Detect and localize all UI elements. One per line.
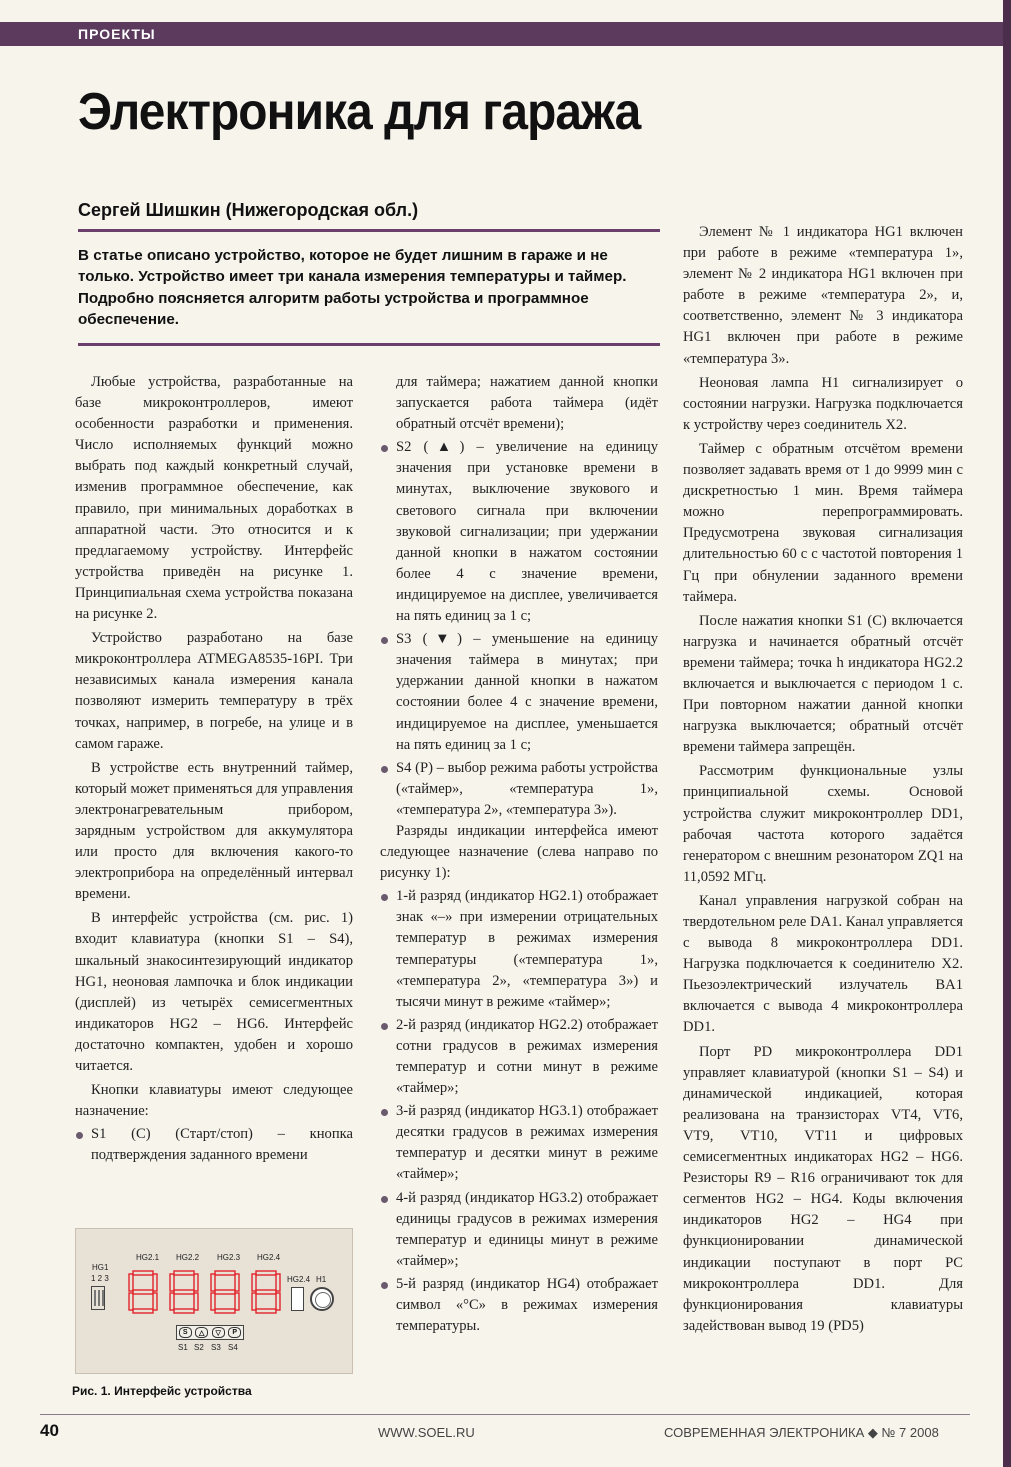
hg21-label: HG2.1 xyxy=(136,1253,160,1262)
segment xyxy=(276,1274,280,1291)
section-label: ПРОЕКТЫ xyxy=(78,26,156,42)
segment xyxy=(174,1271,194,1275)
segment xyxy=(211,1293,215,1310)
page-edge-strip xyxy=(1003,0,1011,1467)
key-list xyxy=(75,1124,353,1166)
list-item: 5-й разряд (индикатор HG4) отображает символ «°С» в режимах измерения температуры. xyxy=(380,1274,658,1337)
top-divider xyxy=(78,229,660,232)
paragraph: Элемент № 1 индикатора HG1 включен при работе в режиме «температура 1», элемент № 2 индикатора HG1 включен при работе в режиме «температура 2», и, соответственно, элемент № 3 индикатора HG1 включен при работе в режиме «температура 3». xyxy=(683,224,963,367)
paragraph: Разряды индикации интерфейса имеют следующее назначение (слева направо по рисунку 1): xyxy=(380,822,658,882)
s1-label: S1 xyxy=(178,1343,188,1352)
s4-label: S4 xyxy=(228,1343,238,1352)
hg24-small-label: HG2.4 xyxy=(287,1275,311,1284)
segment xyxy=(133,1290,153,1294)
hg1-indicator xyxy=(91,1286,105,1310)
paragraph: Любые устройства, разработанные на базе микроконтроллеров, имеют особенности разработки и применения. Число исполняемых функций можно выбрать под каждый конкретный случай, изменив программное обеспечение, как правило, при минимальных доработках в аппаратной части. Это относится и к предлагаемому устройству. Интерфейс устройства приведён на рисунке 1. Принципиальная схема устройства показана на рисунке 2. xyxy=(75,374,353,623)
paragraph: В устройстве есть внутренний таймер, который может применяться для управления электронагревательным прибором, зарядным устройством для аккумулятора или просто для включения какого-то электроприбора на определённый интервал времени. xyxy=(75,759,353,903)
hg23-label: HG2.3 xyxy=(217,1253,241,1262)
segment xyxy=(133,1309,153,1313)
abstract-divider xyxy=(78,343,660,346)
segment xyxy=(256,1271,276,1275)
segment xyxy=(153,1274,157,1291)
page-number: 40 xyxy=(40,1421,59,1440)
footer-divider xyxy=(40,1414,970,1415)
hg24-label: HG2.4 xyxy=(257,1253,281,1262)
segment xyxy=(153,1293,157,1310)
paragraph: Канал управления нагрузкой собран на твердотельном реле DA1. Канал управляется с вывода 8 микроконтроллера DD1. Нагрузка подключается к соединителю X2. Пьезоэлектрический излучатель BA1 включается с вывода 4 микроконтроллера DD1. xyxy=(683,892,963,1036)
h1-label: H1 xyxy=(316,1275,327,1284)
list-item: S4 (Р) – выбор режима работы устройства («таймер», «температура 1», «температура 2», «температура 3»). xyxy=(380,758,658,821)
key-s2-up-icon[interactable]: △ xyxy=(195,1327,208,1338)
digit-list xyxy=(380,886,658,1337)
segment xyxy=(194,1293,198,1310)
segment xyxy=(129,1274,133,1291)
key-s4[interactable]: P xyxy=(228,1327,241,1338)
article-abstract: В статье описано устройство, которое не будет лишним в гараже и не только. Устройство имеет три канала измерения температуры и таймер. Подробно поясняется алгоритм работы устройства и программное обеспечение. xyxy=(78,247,627,329)
segment xyxy=(276,1293,280,1310)
neon-lamp-icon xyxy=(310,1287,334,1311)
paragraph: После нажатия кнопки S1 (С) включается нагрузка и начинается обратный отсчёт времени таймера; точка h индикатора HG2.2 включается и выключается с периодом 1 с. При повторном нажатии данной кнопки нагрузка выключается; обратный отсчёт времени таймера запрещён. xyxy=(683,612,963,756)
website-link[interactable]: WWW.SOEL.RU xyxy=(378,1425,475,1440)
list-item: S3 (▼) – уменьшение на единицу значения таймера в минутах; при удержании данной кнопки в нажатом состоянии более 4 с значение времени, индицируемое на дисплее, уменьшается на пять единиц за 1 с; xyxy=(380,629,658,756)
figure-caption: Рис. 1. Интерфейс устройства xyxy=(72,1384,252,1398)
segment xyxy=(215,1290,235,1294)
segment xyxy=(211,1274,215,1291)
text-column-2 xyxy=(380,372,658,1337)
section-bar xyxy=(0,22,1011,46)
keypad xyxy=(176,1325,244,1340)
journal-issue: СОВРЕМЕННАЯ ЭЛЕКТРОНИКА ◆ № 7 2008 xyxy=(664,1425,939,1440)
seven-segment-digit xyxy=(128,1269,158,1315)
list-item: 2-й разряд (индикатор HG2.2) отображает сотни градусов в режимах измерения температур и сотни минут в режиме «таймер»; xyxy=(380,1015,658,1099)
hg1-elements-label: 1 2 3 xyxy=(91,1274,109,1283)
seven-segment-digit xyxy=(251,1269,281,1315)
article-author: Сергей Шишкин (Нижегородская обл.) xyxy=(78,200,419,220)
text-column-3 xyxy=(683,222,963,1337)
segment xyxy=(174,1290,194,1294)
paragraph: Неоновая лампа H1 сигнализирует о состоянии нагрузки. Нагрузка подключается к устройству через соединитель X2. xyxy=(683,374,963,433)
list-item: 1-й разряд (индикатор HG2.1) отображает знак «–» при измерении отрицательных температур в режимах измерения температуры («температура 1», «температура 2», «температура 3») и тысячи минут в режиме «таймер»; xyxy=(380,886,658,1013)
segment xyxy=(170,1274,174,1291)
segment xyxy=(252,1274,256,1291)
list-item: 4-й разряд (индикатор HG3.2) отображает единицы градусов в режимах измерения температур и единицы минут в режиме «таймер»; xyxy=(380,1188,658,1272)
segment xyxy=(215,1271,235,1275)
seven-segment-digit xyxy=(210,1269,240,1315)
segment xyxy=(215,1309,235,1313)
paragraph: Устройство разработано на базе микроконтроллера ATMEGA8535-16PI. Три независимых канала измерения канала позволяют измерить температуру в трёх точках, например, в погребе, на улице и в самом гараже. xyxy=(75,630,353,752)
paragraph: Порт PD микроконтроллера DD1 управляет клавиатурой (кнопки S1 – S4) и динамической индикацией, которая реализована на транзисторах VT4, VT6, VT9, VT10, VT11 и цифровых семисегментных индикаторах HG2 – HG6. Резисторы R9 – R16 ограничивают ток для сегментов HG2 – HG4. Коды включения индикаторов HG2 – HG4 при функционировании динамической индикации поступают в порт PC микроконтроллера DD1. Для функционирования клавиатуры задействован вывод 19 (PD5) xyxy=(683,1043,963,1334)
key-s3-down-icon[interactable]: ▽ xyxy=(212,1327,225,1338)
paragraph: Рассмотрим функциональные узлы принципиальной схемы. Основой устройства служит микроконтроллер DD1, рабочая частота которого задаётся генератором с внешним резонатором ZQ1 на 11,0592 МГц. xyxy=(683,763,963,885)
article-title: Электроника для гаража xyxy=(78,83,641,141)
text-column-1 xyxy=(75,372,353,1166)
segment xyxy=(133,1271,153,1275)
segment xyxy=(256,1309,276,1313)
segment xyxy=(194,1274,198,1291)
segment xyxy=(252,1293,256,1310)
segment xyxy=(256,1290,276,1294)
segment xyxy=(170,1293,174,1310)
hg4-degree-indicator xyxy=(291,1287,304,1311)
seven-segment-digit xyxy=(169,1269,199,1315)
s2-label: S2 xyxy=(194,1343,204,1352)
figure-interface xyxy=(75,1228,353,1374)
key-s1[interactable]: S xyxy=(179,1327,192,1338)
segment xyxy=(235,1274,239,1291)
s3-label: S3 xyxy=(211,1343,221,1352)
paragraph: В интерфейс устройства (см. рис. 1) входит клавиатура (кнопки S1 – S4), шкальный знакосинтезирующий индикатор HG1, неоновая лампочка и блок индикации (дисплей) из четырёх семисегментных индикаторов HG2 – HG6. Интерфейс достаточно компактен, удобен и хорошо читается. xyxy=(75,910,353,1074)
list-item: 3-й разряд (индикатор HG3.1) отображает десятки градусов в режимах измерения температур и десятки минут в режиме «таймер»; xyxy=(380,1101,658,1185)
paragraph: Кнопки клавиатуры имеют следующее назначение: xyxy=(75,1082,353,1120)
segment xyxy=(129,1293,133,1310)
hg1-label: HG1 xyxy=(92,1263,109,1272)
list-item: S2 (▲) – увеличение на единицу значения при установке времени в минутах, выключение звукового и светового сигнала при включении звуковой сигнализации; при удержании данной кнопки в нажатом состоянии более 4 с значение времени, индицируемое на дисплее, увеличивается на пять единиц за 1 с; xyxy=(380,437,658,627)
segment xyxy=(235,1293,239,1310)
list-item-continuation: для таймера; нажатием данной кнопки запускается работа таймера (идёт обратный отсчёт времени); xyxy=(396,374,658,433)
segment xyxy=(174,1309,194,1313)
key-list xyxy=(380,437,658,821)
list-item: S1 (С) (Старт/стоп) – кнопка подтверждения заданного времени xyxy=(75,1124,353,1166)
paragraph: Таймер с обратным отсчётом времени позволяет задавать время от 1 до 9999 мин с дискретностью 1 мин. Время таймера можно перепрограммировать. Предусмотрена звуковая сигнализация длительностью 60 с с частотой повторения 1 Гц при обнулении заданного времени таймера. xyxy=(683,440,963,605)
hg22-label: HG2.2 xyxy=(176,1253,200,1262)
